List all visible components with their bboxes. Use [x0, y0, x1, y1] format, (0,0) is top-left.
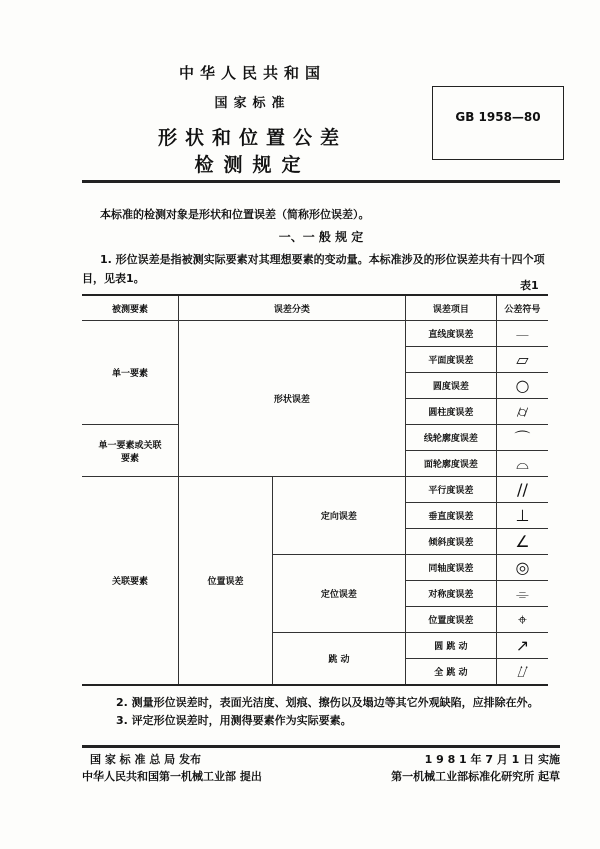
th-symbol: 公差符号 [496, 295, 548, 321]
cell-item: 同轴度误差 [405, 555, 496, 581]
tolerance-table [82, 294, 548, 686]
cell-element: 单一要素或关联要素 [82, 425, 179, 477]
standard-code: GB 1958—80 [455, 110, 541, 124]
position-symbol-icon: ⌖ [496, 607, 548, 633]
doc-title-2: 检测规定 [194, 154, 311, 176]
cell-item: 位置度误差 [405, 607, 496, 633]
cell-item: 圆柱度误差 [405, 399, 496, 425]
section-title: 一、一 般 规 定 [278, 230, 364, 244]
surface-profile-symbol-icon: ⌓ [496, 451, 548, 477]
cell-item: 平面度误差 [405, 347, 496, 373]
cell-item: 垂直度误差 [405, 503, 496, 529]
drafter: 第一机械工业部标准化研究所 起草 [391, 770, 560, 783]
effective-date: 1 9 8 1 年 7 月 1 日 实施 [424, 753, 560, 766]
th-item: 误差项目 [405, 295, 496, 321]
cell-item: 平行度误差 [405, 477, 496, 503]
para-3: 3. 评定形位误差时，用测得要素作为实际要素。 [116, 714, 352, 727]
line-profile-symbol-icon: ⌒ [496, 425, 548, 451]
symmetry-symbol-icon: ⌯ [496, 581, 548, 607]
cell-item: 全 跳 动 [405, 659, 496, 686]
cell-subcategory: 定位误差 [273, 555, 406, 633]
circular-runout-symbol-icon: ↗ [496, 633, 548, 659]
concentricity-symbol-icon: ◎ [496, 555, 548, 581]
straightness-symbol-icon: ⏤ [496, 321, 548, 347]
doc-title-1: 形状和位置公差 [157, 127, 347, 149]
total-runout-symbol-icon: ⌰ [496, 659, 548, 686]
cell-element: 关联要素 [82, 477, 179, 686]
publisher: 国 家 标 准 总 局 发布 [90, 753, 201, 766]
cell-element: 单一要素 [82, 321, 179, 425]
cell-item: 对称度误差 [405, 581, 496, 607]
angularity-symbol-icon: ∠ [496, 529, 548, 555]
cell-category: 位置误差 [179, 477, 273, 686]
cell-item: 面轮廓度误差 [405, 451, 496, 477]
cell-subcategory: 跳 动 [273, 633, 406, 686]
proposer: 中华人民共和国第一机械工业部 提出 [82, 770, 262, 783]
standard-type: 国家标准 [214, 96, 291, 111]
perpendicularity-symbol-icon: ⊥ [496, 503, 548, 529]
cylindricity-symbol-icon: ⌭ [496, 399, 548, 425]
cell-item: 圆度误差 [405, 373, 496, 399]
intro-text: 本标准的检测对象是形状和位置误差（简称形位误差）。 [100, 208, 370, 221]
cell-item: 直线度误差 [405, 321, 496, 347]
flatness-symbol-icon: ▱ [496, 347, 548, 373]
roundness-symbol-icon: ○ [496, 373, 548, 399]
country-title: 中华人民共和国 [178, 64, 326, 82]
footer-rule [82, 745, 560, 748]
cell-subcategory: 定向误差 [273, 477, 406, 555]
th-element: 被测要素 [82, 295, 179, 321]
top-rule [82, 180, 560, 183]
th-category: 误差分类 [179, 295, 406, 321]
parallelism-symbol-icon: // [496, 477, 548, 503]
cell-item: 圆 跳 动 [405, 633, 496, 659]
para-1: 1. 形位误差是指被测实际要素对其理想要素的变动量。本标准涉及的形位误差共有十四个项目，见表1。 [82, 253, 545, 285]
cell-item: 线轮廓度误差 [405, 425, 496, 451]
cell-category: 形状误差 [179, 321, 406, 477]
table-label: 表1 [520, 279, 539, 292]
para-2: 2. 测量形位误差时，表面光洁度、划痕、擦伤以及塌边等其它外观缺陷，应排除在外。 [116, 696, 539, 709]
cell-item: 倾斜度误差 [405, 529, 496, 555]
